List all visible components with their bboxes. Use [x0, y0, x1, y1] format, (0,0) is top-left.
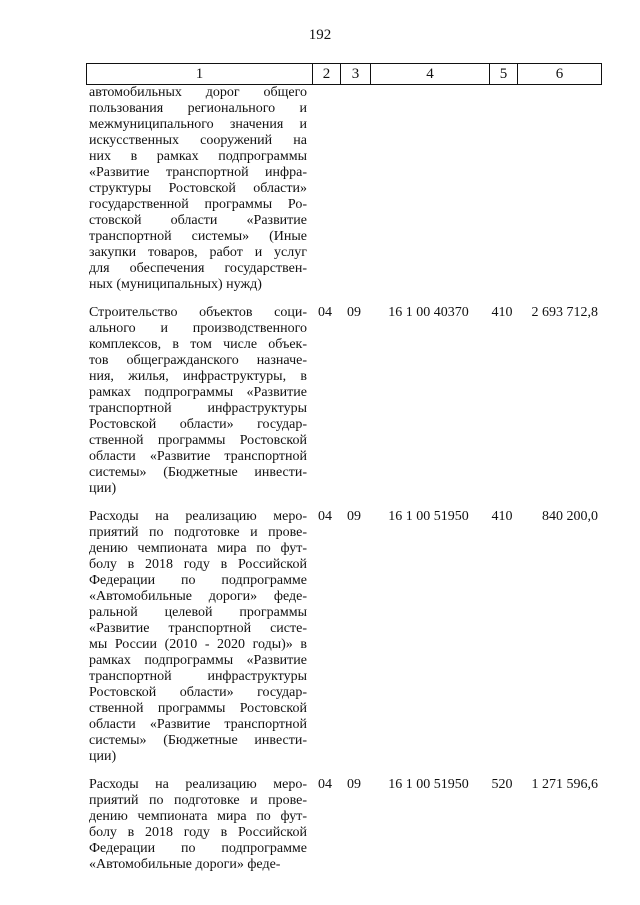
description-line: искусственных сооружений на — [89, 133, 307, 148]
header-cell-5: 5 — [489, 64, 517, 84]
row-subsection-code: 09 — [347, 305, 361, 320]
description-line: ции) — [89, 481, 117, 496]
description-line: закупки товаров, работ и услуг — [89, 245, 307, 260]
description-line: для обеспечения государствен- — [89, 261, 307, 276]
row-subsection-code — [339, 85, 369, 293]
description-line: межмуниципального значения и — [89, 117, 307, 132]
row-subsection-code: 09 — [347, 509, 361, 524]
row-amount: 1 271 596,6 — [531, 777, 598, 792]
row-target-article: 16 1 00 51950 — [388, 777, 469, 792]
description-line: «Автомобильные дороги» феде- — [89, 857, 281, 872]
row-section-code: 04 — [318, 305, 332, 320]
description-line: «Автомобильные дороги» феде- — [89, 589, 307, 604]
row-target-article: 16 1 00 51950 — [388, 509, 469, 524]
description-line: пользования регионального и — [89, 101, 307, 116]
description-line: болу в 2018 году в Российской — [89, 825, 307, 840]
description-line: ственной программы Ростовской — [89, 701, 307, 716]
description-line: «Развитие транспортной инфра- — [89, 165, 307, 180]
row-expense-type: 410 — [491, 509, 513, 524]
page-number: 192 — [308, 27, 332, 43]
description-line: ального и производственного — [89, 321, 307, 336]
description-line: государственной программы Ро- — [89, 197, 307, 212]
description-line: рамках подпрограммы «Развитие — [89, 653, 307, 668]
description-line: области «Развитие транспортной — [89, 717, 307, 732]
description-line: Расходы на реализацию меро- — [89, 509, 307, 524]
description-line: приятий по подготовке и прове- — [89, 793, 307, 808]
row-target-article — [369, 85, 488, 293]
table-row — [86, 777, 600, 873]
header-cell-6: 6 — [517, 64, 601, 84]
row-amount: 2 693 712,8 — [531, 305, 598, 320]
description-line: ственной программы Ростовской — [89, 433, 307, 448]
row-amount — [516, 85, 600, 293]
row-description — [86, 777, 311, 873]
description-line: транспортной системы» (Иные — [89, 229, 307, 244]
description-line: Строительство объектов соци- — [89, 305, 307, 320]
table-row — [86, 305, 600, 497]
description-line: структуры Ростовской области» — [89, 181, 307, 196]
description-line: стовской области «Развитие — [89, 213, 307, 228]
table-row — [86, 509, 600, 765]
row-description — [86, 85, 311, 293]
description-line: Расходы на реализацию меро- — [89, 777, 307, 792]
description-line: Федерации по подпрограмме — [89, 573, 307, 588]
description-line: тов общегражданского назначе- — [89, 353, 307, 368]
description-line: ных (муниципальных) нужд) — [89, 277, 262, 292]
table-body — [86, 85, 600, 873]
row-subsection-code: 09 — [347, 777, 361, 792]
row-section-code: 04 — [318, 777, 332, 792]
description-line: них в рамках подпрограммы — [89, 149, 307, 164]
description-line: «Развитие транспортной систе- — [89, 621, 307, 636]
description-line: ральной целевой программы — [89, 605, 307, 620]
description-line: Ростовской области» государ- — [89, 417, 307, 432]
row-expense-type: 520 — [491, 777, 513, 792]
description-line: Федерации по подпрограмме — [89, 841, 307, 856]
description-line: транспортной инфраструктуры — [89, 401, 307, 416]
description-line: Ростовской области» государ- — [89, 685, 307, 700]
row-section-code — [311, 85, 339, 293]
description-line: системы» (Бюджетные инвести- — [89, 733, 307, 748]
row-amount: 840 200,0 — [542, 509, 598, 524]
description-line: приятий по подготовке и прове- — [89, 525, 307, 540]
description-line: дению чемпионата мира по фут- — [89, 541, 307, 556]
description-line: ции) — [89, 749, 117, 764]
description-line: автомобильных дорог общего — [89, 85, 307, 100]
description-line: рамках подпрограммы «Развитие — [89, 385, 307, 400]
header-cell-2: 2 — [312, 64, 340, 84]
description-line: транспортной инфраструктуры — [89, 669, 307, 684]
table-row — [86, 85, 600, 293]
header-cell-3: 3 — [340, 64, 370, 84]
row-section-code: 04 — [318, 509, 332, 524]
description-line: мы России (2010 - 2020 годы)» в — [89, 637, 307, 652]
row-description — [86, 305, 311, 497]
description-line: ния, жилья, инфраструктуры, в — [89, 369, 307, 384]
header-cell-4: 4 — [370, 64, 489, 84]
description-line: болу в 2018 году в Российской — [89, 557, 307, 572]
table-header — [86, 63, 602, 85]
row-target-article: 16 1 00 40370 — [388, 305, 469, 320]
row-expense-type — [488, 85, 516, 293]
description-line: комплексов, в том числе объек- — [89, 337, 307, 352]
description-line: дению чемпионата мира по фут- — [89, 809, 307, 824]
header-cell-1: 1 — [195, 66, 204, 82]
row-expense-type: 410 — [491, 305, 513, 320]
description-line: системы» (Бюджетные инвести- — [89, 465, 307, 480]
description-line: области «Развитие транспортной — [89, 449, 307, 464]
row-description — [86, 509, 311, 765]
